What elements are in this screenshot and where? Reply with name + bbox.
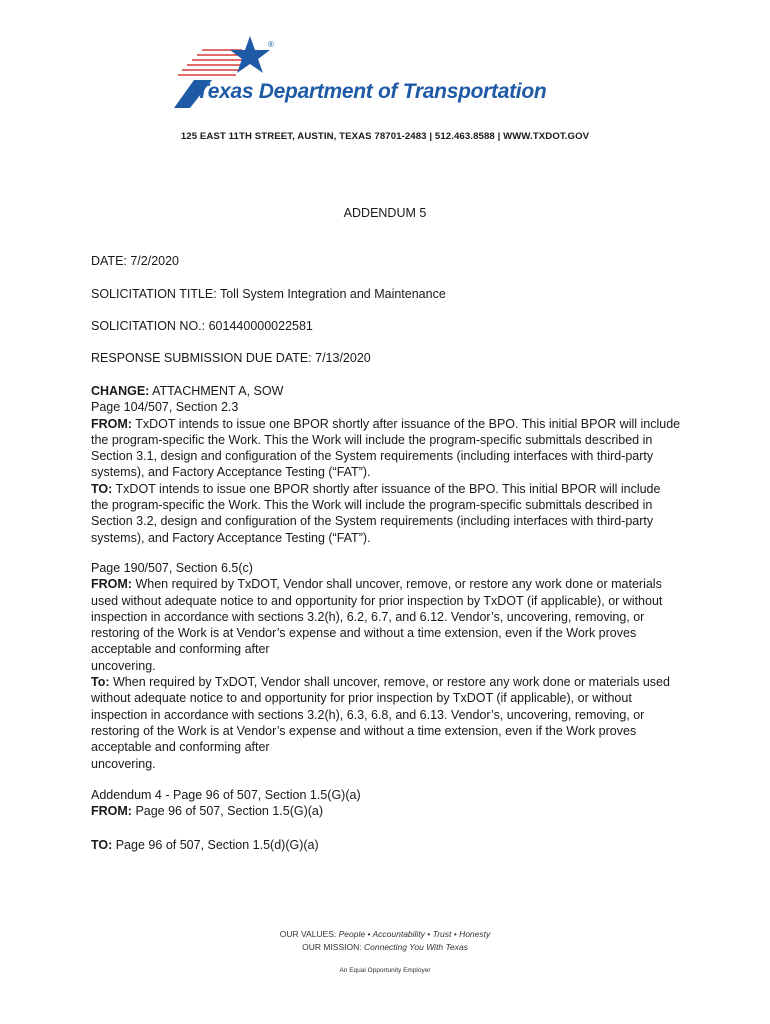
change-text: ATTACHMENT A, SOW — [149, 384, 284, 398]
from-text: TxDOT intends to issue one BPOR shortly after issuance of the BPO. This initial BPOR will include the program-specific the Work. This the Work will include the program-specific submittals described in Section 3.1, design and configuration of the System requirements (including interfaces with third-party systems), and Factory Acceptance Testing (“FAT”). — [91, 416, 681, 480]
page-reference: Page 104/507, Section 2.3 — [91, 400, 239, 415]
to-label: TO: — [91, 837, 113, 852]
equal-opportunity-note: An Equal Opportunity Employer — [339, 967, 431, 974]
footer-values — [0, 929, 770, 939]
to-paragraph — [91, 674, 681, 755]
page-reference: Page 190/507, Section 6.5(c) — [91, 561, 253, 575]
to-label: TO: — [91, 481, 113, 496]
letterhead-address: 125 EAST 11TH STREET, AUSTIN, TEXAS 78701-2483 | 512.463.8588 | WWW.TXDOT.GOV — [180, 131, 590, 142]
mission-text: Connecting You With Texas — [364, 942, 468, 952]
from-paragraph — [91, 416, 681, 481]
to-tail: uncovering. — [91, 756, 156, 771]
registered-mark: ® — [268, 40, 274, 49]
change-label: CHANGE: — [91, 384, 150, 398]
solicitation-title-field: SOLICITATION TITLE: Toll System Integration and Maintenance — [91, 287, 446, 301]
footer-mission — [0, 942, 770, 952]
page-reference: Addendum 4 - Page 96 of 507, Section 1.5(G)(a) — [91, 788, 361, 802]
change-section-3 — [91, 787, 681, 853]
change-section-2 — [91, 560, 681, 772]
due-date-field: RESPONSE SUBMISSION DUE DATE: 7/13/2020 — [91, 351, 371, 365]
org-name: Texas Department of Transportation — [196, 80, 547, 103]
from-text: Page 96 of 507, Section 1.5(G)(a) — [131, 804, 324, 819]
from-label: FROM: — [91, 804, 132, 819]
logo-star-icon — [230, 36, 270, 73]
from-paragraph — [91, 576, 681, 657]
values-text: People • Accountability • Trust • Honesty — [338, 929, 491, 939]
from-label: FROM: — [91, 416, 132, 431]
from-tail: uncovering. — [91, 658, 156, 673]
to-text: Page 96 of 507, Section 1.5(d)(G)(a) — [112, 837, 319, 852]
mission-label: OUR MISSION: — [302, 942, 362, 952]
to-text: When required by TxDOT, Vendor shall uncover, remove, or restore any work done or materials used without adequate notice to and opportunity for prior inspection by TxDOT (if applicable), or without inspection in accordance with sections 3.2(h), 6.3, 6.8, and 6.13. Vendor’s, uncovering, removing, or restoring of the Work is at Vendor’s expense and without a time extension, even if the Work proves acceptable and conforming after — [91, 675, 670, 755]
document-title: ADDENDUM 5 — [343, 206, 427, 220]
to-text: TxDOT intends to issue one BPOR shortly after issuance of the BPO. This initial BPOR will include the program-specific the Work. This the Work will include the program-specific submittals described in Section 3.2, design and configuration of the System requirements (including interfaces with third-party systems), and Factory Acceptance Testing (“FAT”). — [91, 481, 661, 545]
to-paragraph — [91, 481, 681, 546]
from-label: FROM: — [91, 577, 132, 592]
date-field: DATE: 7/2/2020 — [91, 254, 180, 268]
values-label: OUR VALUES: — [279, 929, 337, 939]
from-paragraph — [91, 803, 681, 819]
solicitation-number-field: SOLICITATION NO.: 601440000022581 — [91, 319, 313, 333]
change-section-1 — [91, 383, 681, 546]
to-label: To: — [91, 675, 110, 690]
from-text: When required by TxDOT, Vendor shall uncover, remove, or restore any work done or materials used without adequate notice to and opportunity for prior inspection by TxDOT (if applicable), or without inspection in accordance with sections 3.2(h), 6.2, 6.7, and 6.12. Vendor’s, uncovering, removing, or restoring of the Work is at Vendor’s expense and without a time extension, even if the Work proves acceptable and conforming after — [91, 577, 663, 657]
logo-stripes — [178, 50, 244, 75]
change-heading — [91, 383, 681, 399]
to-paragraph — [91, 837, 681, 853]
